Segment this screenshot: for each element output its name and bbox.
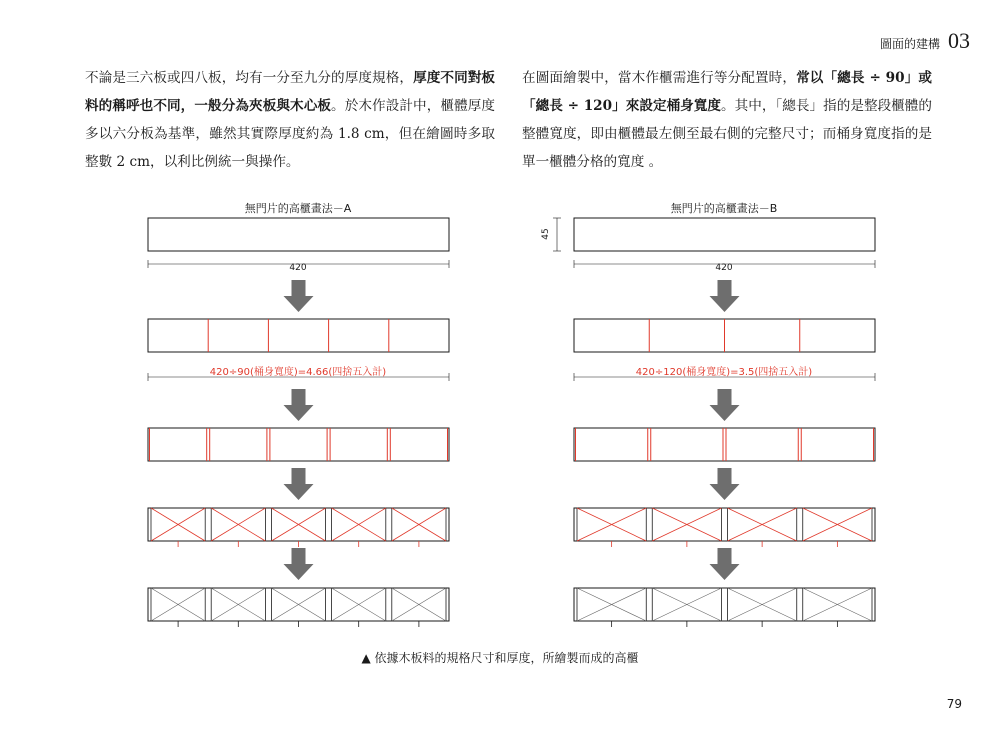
page-number: 79 [946,697,962,711]
right-text-1: 在圖面繪製中，當木作櫃需進行等分配置時， [522,70,797,86]
left-text-2: 。於木作設計中，櫃體厚度多以六分板為基準，雖然其實際厚度約為 1.8 cm，但在繪圖時多取整數 2 cm，以利比例統一與操作。 [85,98,496,170]
figure-b-arrow-2 [710,389,740,421]
figure-a-divided-box [148,319,449,352]
figure-a-arrow-1 [284,280,314,312]
figure-b-thickness-box [574,428,875,461]
figure-a-outline [148,218,449,251]
figure-caption: ▲ 依據木板料的規格尺寸和厚度，所繪製而成的高櫃 [361,651,639,665]
figure-b-cross-red-box [574,508,875,541]
figure-a-arrow-4 [284,548,314,580]
left-bold-text: 厚度不同對板料的稱呼也不同，一般分為夾板與木心板 [85,70,496,114]
figure-a-arrow-2 [284,389,314,421]
figure-b-title: 無門片的高櫃畫法－B [670,202,778,215]
figure-b-total-dim: 420 [715,263,733,273]
figure-b-final-box [574,588,875,621]
figure-b-outline [574,218,875,251]
figure-a-thickness-box [148,428,449,461]
figure-a-calc-label: 420÷90(桶身寬度)=4.66(四捨五入計) [209,367,387,378]
figure-b-arrow-3 [710,468,740,500]
figure-a-total-dim: 420 [289,263,307,273]
left-text-1: 不論是三六板或四八板，均有一分至九分的厚度規格， [85,70,414,86]
figure-b-height-dim: 45 [541,228,551,240]
section-title: 圖面的建構 [879,37,940,51]
figure-b-calc-label: 420÷120(桶身寬度)=3.5(四捨五入計) [635,367,813,378]
right-bold-text: 常以「總長 ÷ 90」或「總長 ÷ 120」來設定桶身寬度 [522,70,932,114]
right-text-2: 。其中，「總長」指的是整段櫃體的整體寬度，即由櫃體最左側至最右側的完整尺寸；而桶身寬度指的是單一櫃體分格的寬度 。 [522,98,933,170]
chapter-number: 03 [948,28,970,53]
figure-a-title: 無門片的高櫃畫法－A [244,202,352,215]
figure-b-arrow-4 [710,548,740,580]
figure-b-arrow-1 [710,280,740,312]
figure-a-arrow-3 [284,468,314,500]
